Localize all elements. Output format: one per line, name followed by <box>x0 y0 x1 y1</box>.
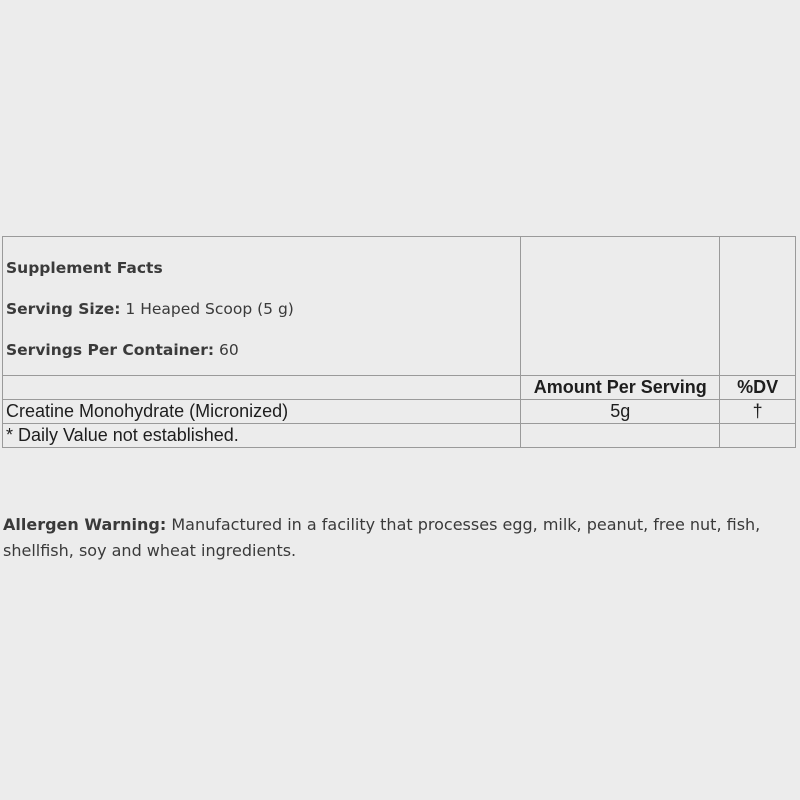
allergen-warning <box>3 512 783 564</box>
header-empty-cell-dv <box>720 237 796 376</box>
column-header-row <box>3 376 796 400</box>
servings-per-container-label: Servings Per Container: <box>6 341 215 359</box>
footnote-dv <box>720 424 796 448</box>
table-row <box>3 424 796 448</box>
serving-size-value: 1 Heaped Scoop (5 g) <box>125 299 294 318</box>
allergen-warning-text: Manufactured in a facility that processes egg, milk, peanut, free nut, fish, shellfish, soy and wheat ingredients. <box>3 515 761 560</box>
header-empty-cell-amount <box>521 237 720 376</box>
column-header-amount: Amount Per Serving <box>521 376 720 400</box>
ingredient-dv: † <box>720 400 796 424</box>
servings-per-container <box>6 343 517 359</box>
column-header-dv: %DV <box>720 376 796 400</box>
serving-size <box>6 299 517 318</box>
facts-title: Supplement Facts <box>6 259 163 277</box>
footnote: * Daily Value not established. <box>3 424 521 448</box>
supplement-facts-table <box>2 236 796 448</box>
ingredient-name: Creatine Monohydrate (Micronized) <box>3 400 521 424</box>
ingredient-amount: 5g <box>521 400 720 424</box>
table-row <box>3 400 796 424</box>
column-header-empty <box>3 376 521 400</box>
facts-header-row <box>3 237 796 376</box>
serving-size-label: Serving Size: <box>6 299 121 318</box>
allergen-warning-label: Allergen Warning: <box>3 515 167 534</box>
footnote-amount <box>521 424 720 448</box>
facts-header-cell <box>3 237 521 376</box>
servings-per-container-value: 60 <box>218 341 239 359</box>
